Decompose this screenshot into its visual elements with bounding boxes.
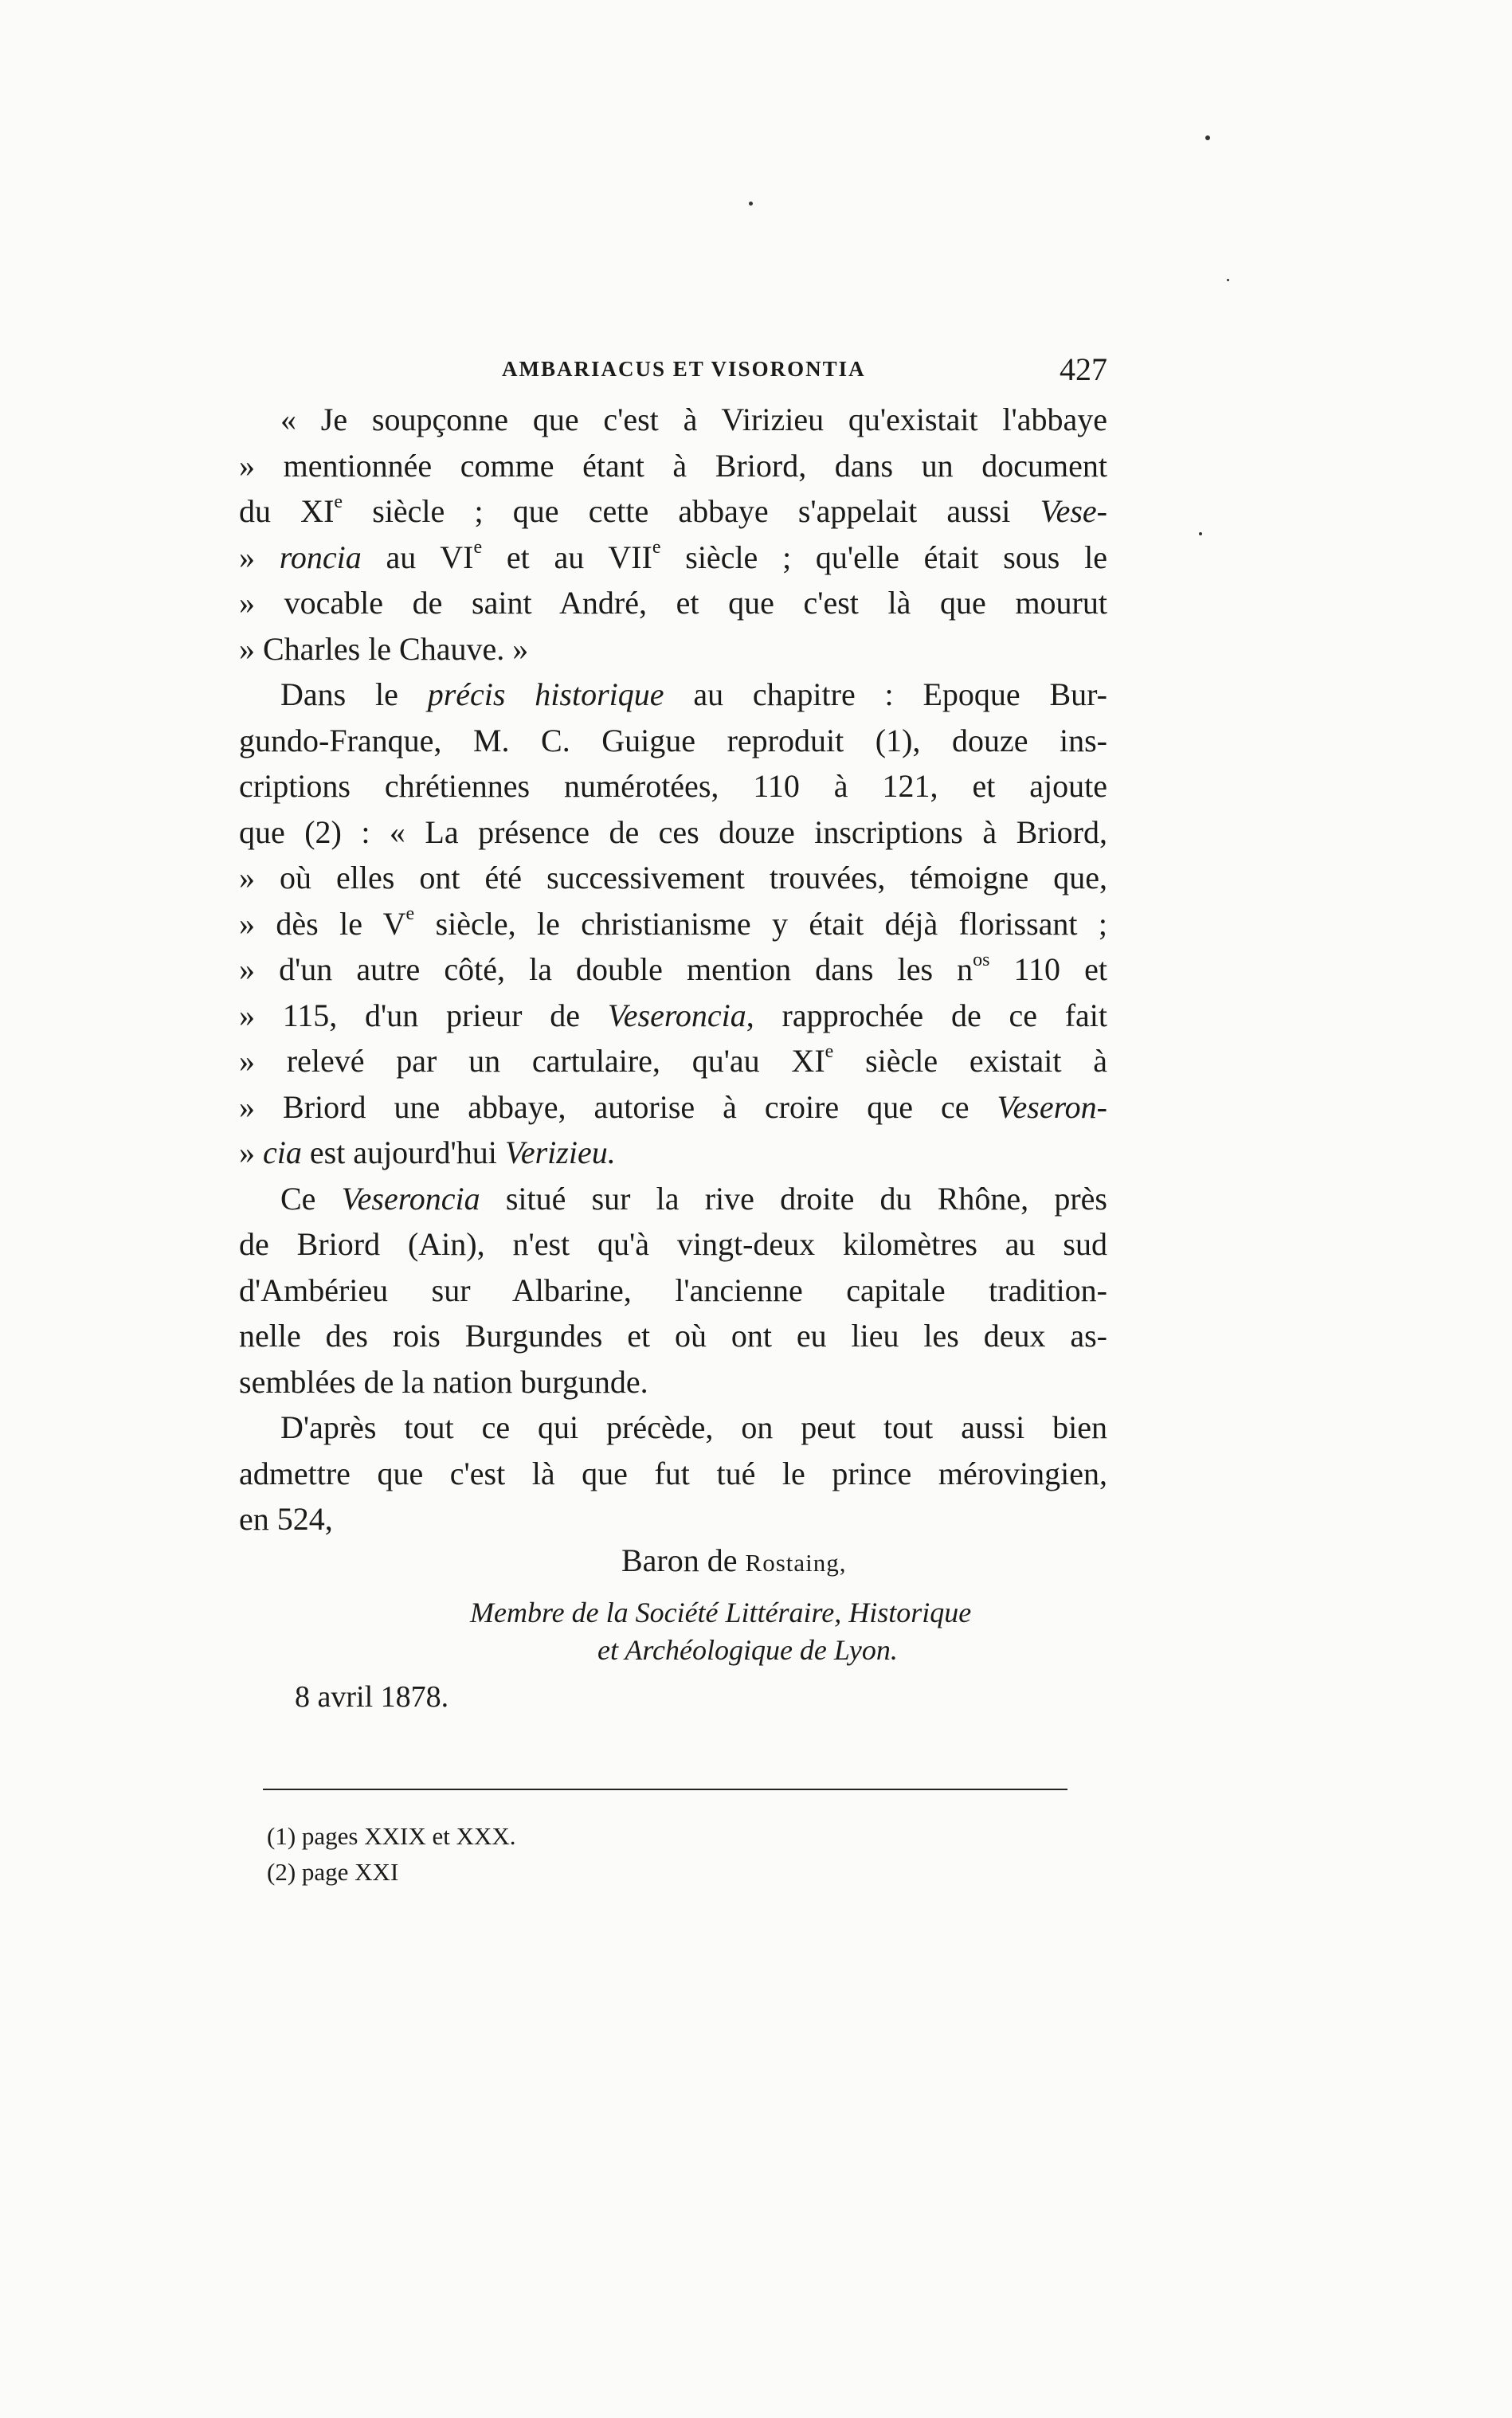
text-line: » 115, d'un prieur de Veseroncia, rapprochée de ce fait: [239, 997, 1108, 1033]
text-line: » Charles le Chauve. »: [239, 630, 529, 667]
text-line: en 524,: [239, 1501, 333, 1537]
footnote-rule: [263, 1789, 1067, 1790]
text-line: » relevé par un cartulaire, qu'au XIe siècle existait à: [239, 1040, 1108, 1079]
text-line: Dans le précis historique au chapitre : Epoque Bur-: [280, 676, 1108, 712]
text-line: » roncia au VIe et au VIIe siècle ; qu'elle était sous le: [239, 537, 1107, 575]
text-line: » dès le Ve siècle, le christianisme y était déjà florissant ;: [239, 903, 1108, 942]
ink-speck: [1199, 532, 1202, 535]
body-text: [239, 397, 1107, 1542]
text-line: » vocable de saint André, et que c'est là que mourut: [239, 585, 1107, 621]
text-line: « Je soupçonne que c'est à Virizieu qu'existait l'abbaye: [280, 402, 1107, 437]
text-line: que (2) : « La présence de ces douze inscriptions à Briord,: [239, 813, 1107, 850]
text-line: de Briord (Ain), n'est qu'à vingt-deux kilomètres au sud: [239, 1226, 1107, 1262]
text-line: » mentionnée comme étant à Briord, dans un document: [239, 447, 1107, 484]
text-line: du XIe siècle ; que cette abbaye s'appelait aussi Vese-: [239, 491, 1108, 529]
text-line: D'après tout ce qui précède, on peut tout aussi bien: [280, 1409, 1107, 1445]
text-line: » Briord une abbaye, autorise à croire que ce Veseron-: [239, 1088, 1107, 1125]
text-line: Ce Veseroncia situé sur la rive droite du Rhône, près: [280, 1180, 1107, 1217]
footnote: (1) pages XXIX et XXX.: [267, 1822, 516, 1850]
page-number: 427: [1060, 351, 1107, 387]
ink-speck: [749, 202, 753, 206]
text-line: d'Ambérieu sur Albarine, l'ancienne capitale tradition-: [239, 1272, 1107, 1308]
ink-speck: [1205, 135, 1210, 140]
text-line: gundo-Franque, M. C. Guigue reproduit (1), douze ins-: [239, 722, 1107, 758]
signature-name: Baron de Rostaing,: [621, 1542, 847, 1578]
text-line: » où elles ont été successivement trouvées, témoigne que,: [239, 860, 1107, 895]
running-title: AMBARIACUS ET VISORONTIA: [502, 357, 866, 381]
text-line: semblées de la nation burgunde.: [239, 1363, 648, 1400]
signature-affiliation: Membre de la Société Littéraire, Historique: [470, 1597, 972, 1628]
page-header: [239, 351, 1107, 390]
text-line: nelle des rois Burgundes et où ont eu lieu les deux as-: [239, 1318, 1107, 1354]
text-line: » d'un autre côté, la double mention dans les $n^{os}$ 110 et: [239, 949, 1107, 987]
text-line: » cia est aujourd'hui Verizieu.: [239, 1135, 616, 1170]
text-line: admettre que c'est là que fut tué le prince mérovingien,: [239, 1455, 1107, 1491]
signature-affiliation: et Archéologique de Lyon.: [597, 1634, 898, 1666]
date-line: 8 avril 1878.: [295, 1680, 449, 1714]
footnote: (2) page XXI: [267, 1858, 399, 1886]
ink-speck: [1227, 279, 1229, 281]
footnotes: [267, 1818, 516, 1890]
text-line: criptions chrétiennes numérotées, 110 à 121, et ajoute: [239, 768, 1107, 804]
